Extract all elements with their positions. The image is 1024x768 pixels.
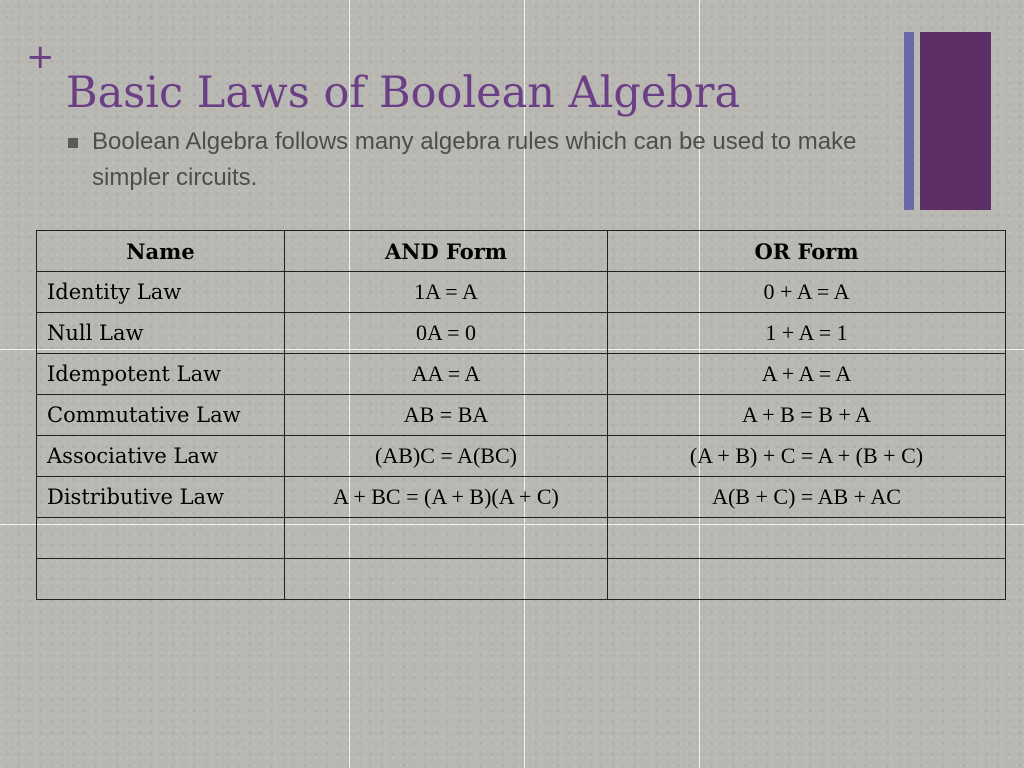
plus-icon: +	[26, 37, 55, 77]
and-form: A + BC = (A + B)(A + C)	[285, 477, 608, 518]
and-form: AA = A	[285, 354, 608, 395]
and-form: 0A = 0	[285, 313, 608, 354]
or-form	[608, 559, 1006, 600]
and-form: 1A = A	[285, 272, 608, 313]
and-form	[285, 559, 608, 600]
table-row	[37, 313, 1006, 354]
decorative-bar-thick	[920, 32, 991, 210]
table-row	[37, 477, 1006, 518]
table-row	[37, 272, 1006, 313]
table-header-row	[37, 231, 1006, 272]
law-name	[37, 518, 285, 559]
or-form	[608, 518, 1006, 559]
and-form	[285, 518, 608, 559]
or-form: 1 + A = 1	[608, 313, 1006, 354]
table-row	[37, 559, 1006, 600]
or-form: A + B = B + A	[608, 395, 1006, 436]
table-row	[37, 354, 1006, 395]
bullet-square-icon	[68, 138, 78, 148]
law-name: Commutative Law	[37, 395, 285, 436]
header-and-form: AND Form	[285, 231, 608, 272]
law-name: Idempotent Law	[37, 354, 285, 395]
law-name: Null Law	[37, 313, 285, 354]
or-form: 0 + A = A	[608, 272, 1006, 313]
table-row	[37, 395, 1006, 436]
bullet-text: Boolean Algebra follows many algebra rules which can be used to make simpler circuits.	[92, 128, 857, 191]
slide-title: Basic Laws of Boolean Algebra	[66, 68, 741, 118]
law-name	[37, 559, 285, 600]
law-name: Distributive Law	[37, 477, 285, 518]
header-or-form: OR Form	[608, 231, 1006, 272]
bullet-point	[68, 124, 868, 196]
law-name: Identity Law	[37, 272, 285, 313]
law-name: Associative Law	[37, 436, 285, 477]
table-row	[37, 518, 1006, 559]
and-form: AB = BA	[285, 395, 608, 436]
and-form: (AB)C = A(BC)	[285, 436, 608, 477]
decorative-bar-thin	[904, 32, 914, 210]
or-form: A(B + C) = AB + AC	[608, 477, 1006, 518]
boolean-laws-table	[36, 230, 1006, 600]
or-form: A + A = A	[608, 354, 1006, 395]
or-form: (A + B) + C = A + (B + C)	[608, 436, 1006, 477]
header-name: Name	[37, 231, 285, 272]
table-row	[37, 436, 1006, 477]
